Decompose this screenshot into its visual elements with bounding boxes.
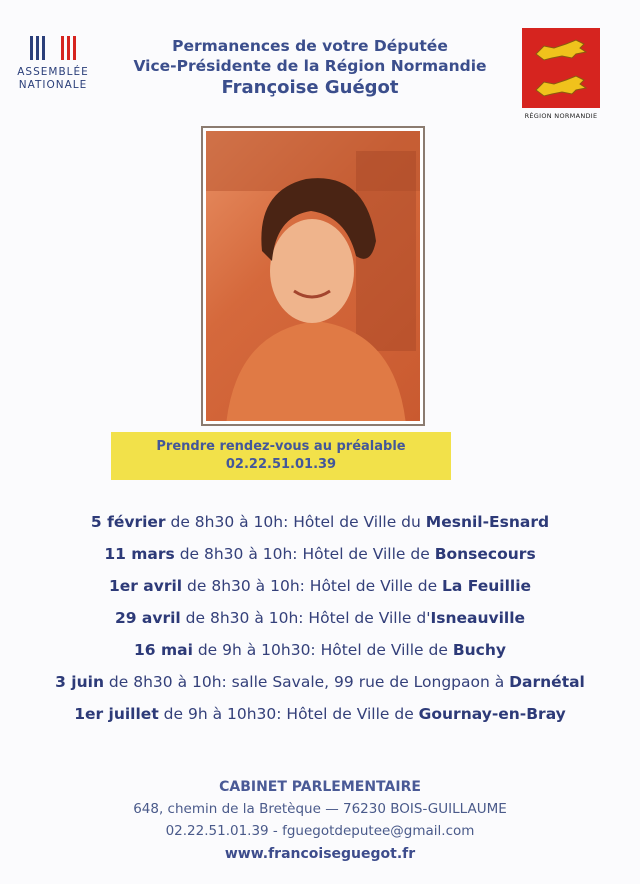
assemblee-nationale-logo: [8, 36, 98, 92]
page-header: [100, 36, 520, 100]
assemblee-nationale-text: [8, 66, 98, 92]
schedule-item: [0, 602, 640, 634]
schedule-details: de 8h30 à 10h: salle Savale, 99 rue de Longpaon à: [104, 673, 510, 691]
schedule-details: de 9h à 10h30: Hôtel de Ville de: [158, 705, 419, 723]
header-line-1: Permanences de votre Députée: [172, 37, 448, 55]
schedule-date: 5 février: [90, 513, 166, 531]
header-line-2: Vice-Présidente de la Région Normandie: [133, 57, 487, 75]
schedule-details: de 8h30 à 10h: Hôtel de Ville d': [180, 609, 431, 627]
cabinet-contact: 02.22.51.01.39 - fguegotdeputee@gmail.com: [165, 823, 475, 839]
schedule-place: Gournay-en-Bray: [418, 705, 566, 723]
cabinet-footer: [0, 776, 640, 866]
cabinet-address: 648, chemin de la Bretèque — 76230 BOIS-GUILLAUME: [133, 801, 507, 817]
schedule-date: 3 juin: [55, 673, 104, 691]
schedule-place: Bonsecours: [434, 545, 536, 563]
schedule-date: 29 avril: [114, 609, 181, 627]
region-normandie-text: RÉGION NORMANDIE: [524, 112, 598, 120]
schedule-place: Darnétal: [509, 673, 585, 691]
schedule-details: de 8h30 à 10h: Hôtel de Ville de: [182, 577, 443, 595]
cabinet-title: CABINET PARLEMENTAIRE: [219, 779, 421, 795]
assemblee-text-line1: ASSEMBLÉE: [17, 66, 89, 78]
tricolor-bars-icon: [8, 36, 98, 62]
region-normandie-logo: [520, 28, 602, 120]
schedule-item: [0, 538, 640, 570]
schedule-details: de 8h30 à 10h: Hôtel de Ville de: [174, 545, 435, 563]
appointment-banner: [111, 432, 451, 480]
schedule-item: [0, 506, 640, 538]
schedule-place: Buchy: [452, 641, 506, 659]
schedule-date: 16 mai: [134, 641, 193, 659]
schedule-details: de 8h30 à 10h: Hôtel de Ville du: [165, 513, 426, 531]
schedule-details: de 9h à 10h30: Hôtel de Ville de: [192, 641, 453, 659]
schedule-date: 1er avril: [108, 577, 183, 595]
schedule-date: 11 mars: [104, 545, 175, 563]
appointment-text: Prendre rendez-vous au préalable: [156, 439, 406, 454]
schedule-item: [0, 634, 640, 666]
portrait-photo: [206, 131, 420, 421]
appointment-phone: 02.22.51.01.39: [225, 457, 337, 472]
schedule-item: [0, 570, 640, 602]
schedule-date: 1er juillet: [74, 705, 159, 723]
deputy-name: Françoise Guégot: [221, 77, 399, 98]
schedule-list: [0, 506, 640, 730]
assemblee-text-line2: NATIONALE: [18, 79, 88, 91]
normandy-lions-icon: [522, 28, 600, 108]
schedule-place: La Feuillie: [442, 577, 532, 595]
website-link[interactable]: www.francoiseguegot.fr: [224, 846, 416, 862]
schedule-item: [0, 666, 640, 698]
schedule-place: Isneauville: [430, 609, 526, 627]
schedule-item: [0, 698, 640, 730]
portrait-photo-frame: [201, 126, 425, 426]
schedule-place: Mesnil-Esnard: [425, 513, 550, 531]
